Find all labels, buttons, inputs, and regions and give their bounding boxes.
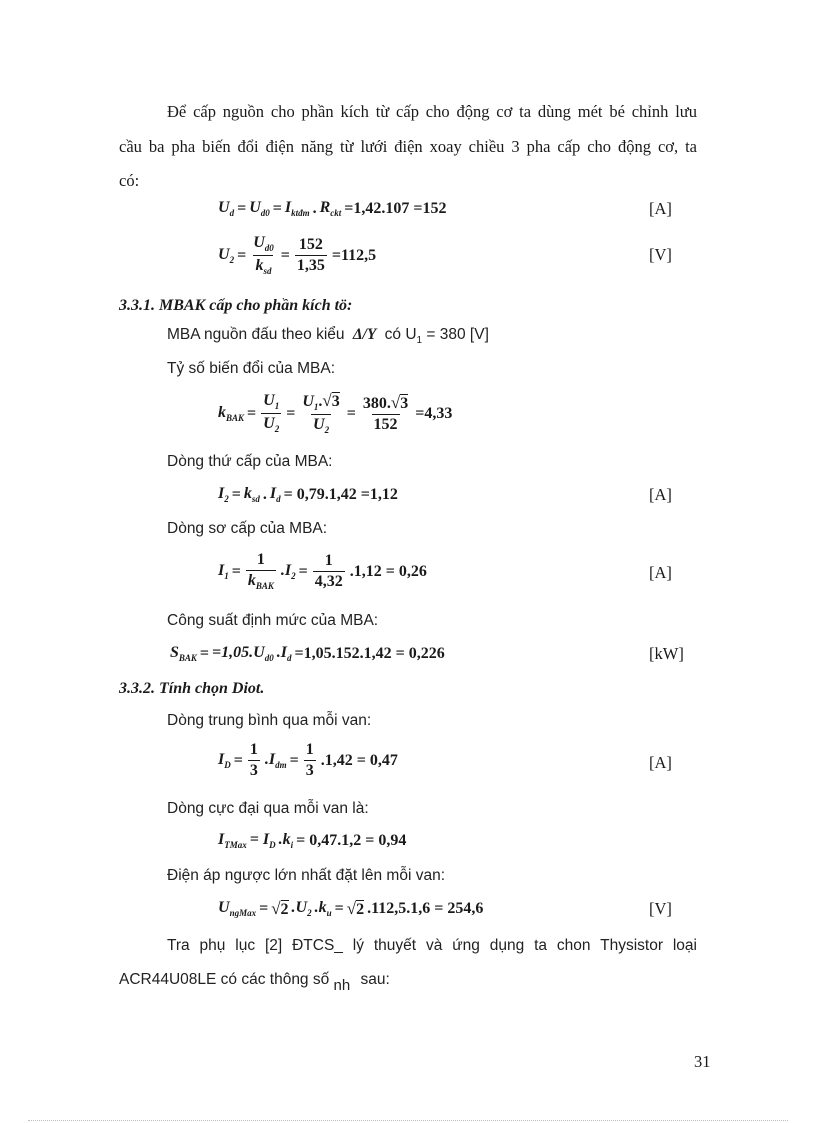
section-heading-332: 3.3.2. Tính chọn Diot.: [119, 680, 265, 697]
footer-divider: [28, 1120, 788, 1121]
closing-line-2: ACR44U08LE có các thông số nh sau:: [119, 971, 390, 994]
intro-line-1: Để cấp nguồn cho phần kích từ cấp cho động cơ ta dùng mét bé chỉnh lưu: [167, 102, 697, 121]
mba-connection-text: MBA nguồn đấu theo kiểu Δ/Y có $U_1 = 380$ [V]: [167, 326, 489, 347]
unit-i2: [A]: [649, 485, 672, 504]
unit-ungmax: [V]: [649, 899, 672, 918]
unit-u2: [V]: [649, 245, 672, 264]
equation-kbak: $k_{BAK}$ = $\frac{U_1}{U_2}$ = $U_1$. √ 3 $U_2$ = 380. √ 3 152 =4,33: [218, 391, 453, 435]
secondary-current-label: Dòng thứ cấp của MBA:: [167, 453, 333, 470]
equation-i1: $I_1$ = $\frac{1}{k_{BAK}}$ $.I_2$ = $\frac{1}{4,32}$ .1,12 = 0,26: [218, 551, 427, 591]
primary-current-label: Dòng sơ cấp của MBA:: [167, 520, 328, 537]
equation-id: $I_D$ = $\frac{1}{3}$ $.I_{dm}$ = $\frac{1}{3}$ .1,42 = 0,47: [218, 741, 398, 779]
equation-s: $S_{BAK}$ = $=1,05.U_{d0}$ $.I_d$ =1,05.152.1,42 = 0,226: [170, 644, 445, 663]
fraction-ud0-ksd: $\frac{U_{d0}}{k_{sd}}$: [253, 234, 274, 276]
unit-i1: [A]: [649, 563, 672, 582]
intro-line-3: có:: [119, 171, 140, 190]
page-number: 31: [694, 1052, 711, 1071]
fraction-152-135: $\frac{152}{1,35}$: [296, 236, 325, 274]
unit-id: [A]: [649, 753, 672, 772]
equation-ungmax: $U_{ngMax}$ = √ 2 $.U_2$ $.k_u$ = √ 2 .112,5.1,6 = 254,6: [218, 898, 484, 918]
intro-line-2: cầu ba pha biến đổi điện năng từ lưới điện xoay chiều 3 pha cấp cho động cơ, ta: [119, 137, 697, 156]
section-heading-331: 3.3.1. MBAK cấp cho phần kích tö:: [119, 297, 353, 314]
max-current-label: Dòng cực đại qua mỗi van là:: [167, 800, 369, 817]
equation-ud: $U_d$ = $U_{d0}$ = $I_{ktđm}$ . $R_{ckt}$ =1,42.107 =152: [218, 199, 447, 218]
equation-itmax: $I_{TMax}$ = $I_D$ $.k_i$ = 0,47.1,2 = 0,94: [218, 831, 407, 850]
equation-i2: $I_2$ = $k_{sd}$ . $I_d$ = 0,79.1,42 =1,12: [218, 485, 398, 504]
reverse-voltage-label: Điện áp ngược lớn nhất đặt lên mỗi van:: [167, 867, 446, 884]
unit-ud: [A]: [649, 199, 672, 218]
equation-u2: $U_2$ = $\frac{U_{d0}}{k_{sd}}$ = $\frac{152}{1,35}$ =112,5: [218, 234, 377, 276]
avg-current-label: Dòng trung bình qua mỗi van:: [167, 712, 372, 729]
ratio-label: Tỷ số biến đổi của MBA:: [167, 360, 335, 377]
unit-s: [kW]: [649, 644, 684, 663]
power-label: Công suất định mức của MBA:: [167, 612, 379, 629]
closing-line-1: Tra phụ lục [2] ĐTCS_ lý thuyết và ứng dụng ta chon Thysistor loại: [167, 937, 697, 954]
